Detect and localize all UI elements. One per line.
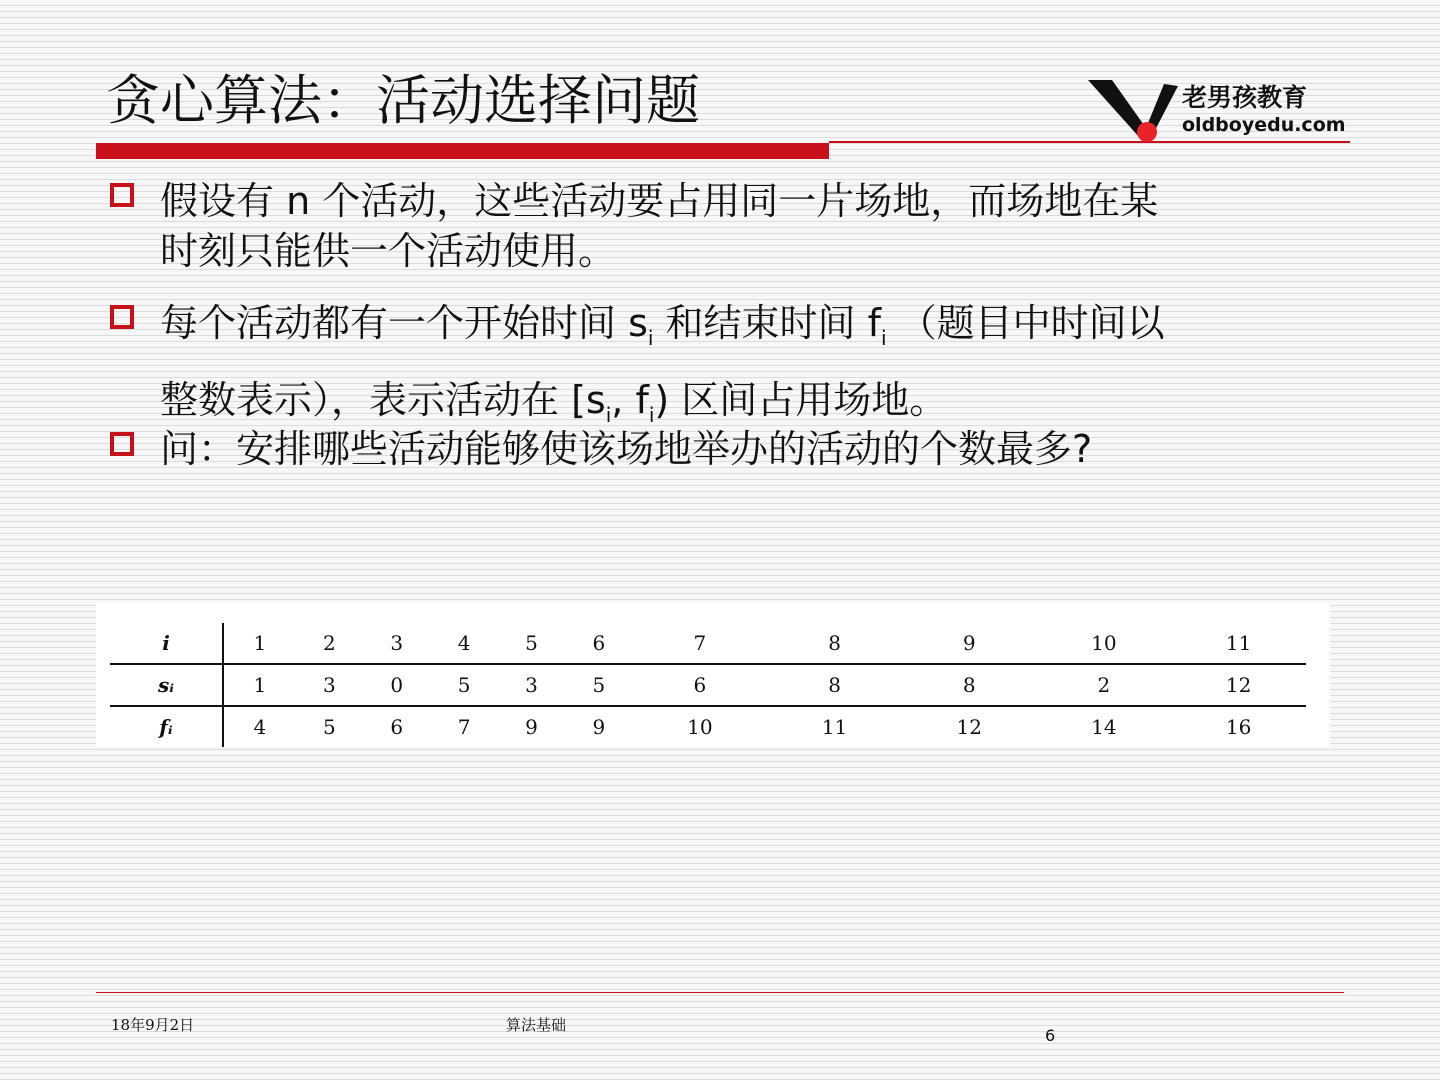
table-row-index [110, 623, 1306, 664]
footer-divider [96, 992, 1344, 993]
table-cell: 6 [363, 706, 430, 747]
bullet-3 [160, 424, 1340, 474]
table-cell: 0 [363, 664, 430, 706]
table-cell: 12 [902, 706, 1037, 747]
table-cell: 1 [253, 631, 267, 655]
page-number: 6 [1045, 1026, 1056, 1045]
bullet-2-line-2: 整数表示），表示活动在 [$s_i$, $f_i$) 区间占用场地。 [160, 378, 948, 427]
bullet-square-icon [110, 305, 134, 329]
footer-date: 18年9月2日 [111, 1016, 195, 1034]
table-cell: 8 [767, 664, 902, 706]
logo-chinese-name: 老男孩教育 [1182, 83, 1308, 112]
table-cell: 1 [223, 664, 296, 706]
bullet-2 [160, 292, 1340, 446]
table-cell: 5 [565, 664, 632, 706]
table-cell: 2 [322, 631, 336, 655]
table-cell: 7 [693, 631, 707, 655]
table-row-start [110, 664, 1306, 706]
bullet-square-icon [110, 183, 134, 207]
table-cell: 7 [430, 706, 497, 747]
activity-table-image [96, 603, 1330, 747]
row-header-f: fᵢ [110, 706, 223, 747]
table-cell: 5 [525, 631, 538, 655]
table-cell: 5 [430, 664, 497, 706]
activity-table [110, 623, 1306, 747]
slide-title: 贪心算法：活动选择问题 [106, 69, 700, 132]
table-cell: 8 [902, 664, 1037, 706]
bullet-1-line-2: 时刻只能供一个活动使用。 [160, 229, 617, 273]
table-cell: 9 [565, 706, 632, 747]
table-cell: 10 [633, 706, 768, 747]
table-cell: 4 [223, 706, 296, 747]
table-cell: 3 [498, 664, 565, 706]
bullet-1 [160, 176, 1340, 276]
table-cell: 12 [1171, 664, 1306, 706]
table-cell: 16 [1171, 706, 1306, 747]
table-cell: 8 [828, 631, 841, 655]
company-logo [1086, 74, 1348, 146]
bullet-square-icon [110, 432, 134, 456]
table-cell: 5 [296, 706, 363, 747]
table-cell: 11 [1225, 631, 1252, 655]
footer-topic: 算法基础 [506, 1016, 567, 1034]
table-cell: 10 [1091, 631, 1117, 655]
table-cell: 2 [1037, 664, 1172, 706]
table-cell: 6 [633, 664, 768, 706]
table-cell: 6 [592, 631, 606, 655]
bullet-3-line-1: 问：安排哪些活动能够使该场地举办的活动的个数最多? [160, 427, 1093, 471]
bullet-1-line-1: 假设有 n 个活动，这些活动要占用同一片场地，而场地在某 [160, 179, 1159, 223]
table-cell: 9 [962, 631, 976, 655]
row-header-s: sᵢ [110, 664, 223, 706]
v-logo-icon [1086, 74, 1186, 146]
table-cell: 11 [767, 706, 902, 747]
table-cell: 3 [390, 631, 404, 655]
table-cell: 4 [457, 631, 471, 655]
bullet-2-line-1: 每个活动都有一个开始时间 $s_i$ 和结束时间 $f_i$ （题目中时间以 [160, 301, 1165, 350]
logo-domain: oldboyedu.com [1182, 114, 1346, 136]
table-cell: 14 [1037, 706, 1172, 747]
table-row-finish [110, 706, 1306, 747]
row-header-i: i [110, 623, 223, 664]
table-cell: 9 [498, 706, 565, 747]
title-accent-bar [96, 143, 829, 159]
table-cell: 3 [296, 664, 363, 706]
